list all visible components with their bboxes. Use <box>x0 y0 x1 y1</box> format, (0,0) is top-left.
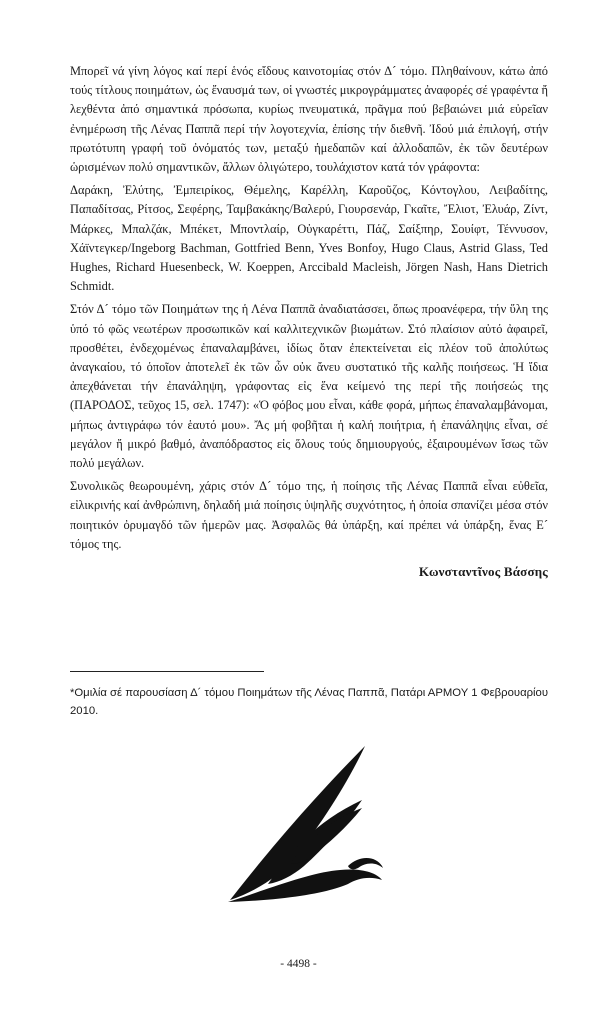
footnote: *Ομιλία σέ παρουσίαση Δ´ τόμου Ποιημάτων τῆς Λένας Παππᾶ, Πατάρι ΑΡΜΟΥ 1 Φεβρουαρίου 2010. <box>70 687 548 717</box>
paragraph-names-list: Δαράκη, Ἐλύτης, Ἐμπειρίκος, Θέμελης, Καρέλλη, Καροῦζος, Κόντογλου, Λειβαδίτης, Παπαδίτσας, Ρίτσος, Σεφέρης, Ταμβακάκης/Βαλερύ, Γιουρσενάρ, Γκαῖτε, Ἔλιοτ, Ἐλυάρ, Ζίντ, Μάρκες, Μπαλζάκ, Μπέκετ, Μποντλαίρ, Οὐγκαρέττι, Πάζ, Σαίξπηρ, Σουίφτ, Τέννυσον, Χάϊντεγκερ/Ingeborg Bachman, Gottfried Benn, Yves Bonfoy, Hugo Claus, Astrid Glass, Ted Hughes, Richard Huesenbeck, W. Koeppen, Arccibald Macleish, Jörgen Nash, Hans Dietrich Schmidt. <box>70 183 548 294</box>
paragraph-rearrangement: Στόν Δ´ τόμο τῶν Ποιημάτων της ἡ Λένα Παππᾶ ἀναδιατάσσει, ὅπως προανέφερα, τήν ὕλη της ὑπό τό φῶς νεωτέρων προσωπικῶν καί καλλιτεχνικῶν βιωμάτων. Στό πλαίσιον αὐτό ἀφαιρεῖ, προσθέτει, ἐνδεχομένως ἐπαναλαμβάνει, ἰδίως ὅταν ἐπεκτείνεται εἰς πλέον τοῦ ἀπολύτως ἀναγκαίου, τό ὁποῖον ἀποτελεῖ ἐκ τῶν ὧν οὐκ ἄνευ συστατικό τῆς καλῆς ποιήσεως. Ἡ ἴδια ἀπεχθάνεται τήν ἐπανάληψη, γράφοντας εἰς ἕνα κείμενό της περί τῆς ποιήσεώς της (ΠΑΡΟΔΟΣ, τεῦχος 15, σελ. 1747): «Ὁ φόβος μου εἶναι, κάθε φορά, μήπως ἐπαναλαμβάνομαι, μήπως ἀντιγράφω τόν ἑαυτό μου». Ἄς μή φοβῆται ἡ καλή ποιήτρια, ἡ ἐπανάληψις εἶναι, σέ μεγάλον ἤ μικρό βαθμό, ἀναπόδραστος εἰς ὅλους τούς δημιουργούς, ἐξαιρουμένων ἴσως τῶν πολύ μεγάλων. <box>70 302 548 471</box>
footnote-divider <box>70 671 264 672</box>
feather-wing-ornament-icon <box>220 742 390 916</box>
paragraph-conclusion: Συνολικῶς θεωρουμένη, χάρις στόν Δ´ τόμο της, ἡ ποίησις τῆς Λένας Παππᾶ εἶναι εὐθεῖα, εἰλικρινής καί ἀνθρώπινη, δηλαδή μιά ποίησις ὑψηλῆς συχνότητος, ἡ ὁποία σπανίζει μέσα στόν ποιητικόν ὀρυμαγδό τῶν ἡμερῶν μας. Ἀσφαλῶς θά ὑπάρξη, καί πρέπει νά ὑπάρξη, ἕνας Ε´ τόμος της. <box>70 479 548 551</box>
page-number: - 4498 - <box>280 958 317 970</box>
article-body <box>70 62 548 581</box>
author-signature: Κωνσταντῖνος Βάσσης <box>418 564 548 580</box>
paragraph-innovation: Μπορεῖ νά γίνη λόγος καί περί ἑνός εἴδους καινοτομίας στόν Δ´ τόμο. Πληθαίνουν, κάτω ἀπό τούς τίτλους ποιημάτων, ὡς ἔναυσμά των, οἱ γνωστές μικρογράμματες ἀναφορές σέ γραφέντα ἤ λεχθέντα ἀπό σημαντικά πρόσωπα, κυρίως πνευματικά, πρᾶγμα πού βεβαιώνει μιά εὐρεῖαν ἐνημέρωση τῆς Λένας Παππᾶ περί τήν λογοτεχνία, ἐπίσης τήν διεθνῆ. Ἰδού μιά ἐπιλογή, στήν πρωτότυπη γραφή τοῦ ὀνόματός των, μεταξύ ἡμεδαπῶν καί ἀλλοδαπῶν, ἐκ τῶν δευτέρων ὡρισμένων πολύ σημαντικῶν, ἄλλων ὀλιγώτερο, τουλάχιστον κατά τόν γράφοντα: <box>70 64 548 175</box>
